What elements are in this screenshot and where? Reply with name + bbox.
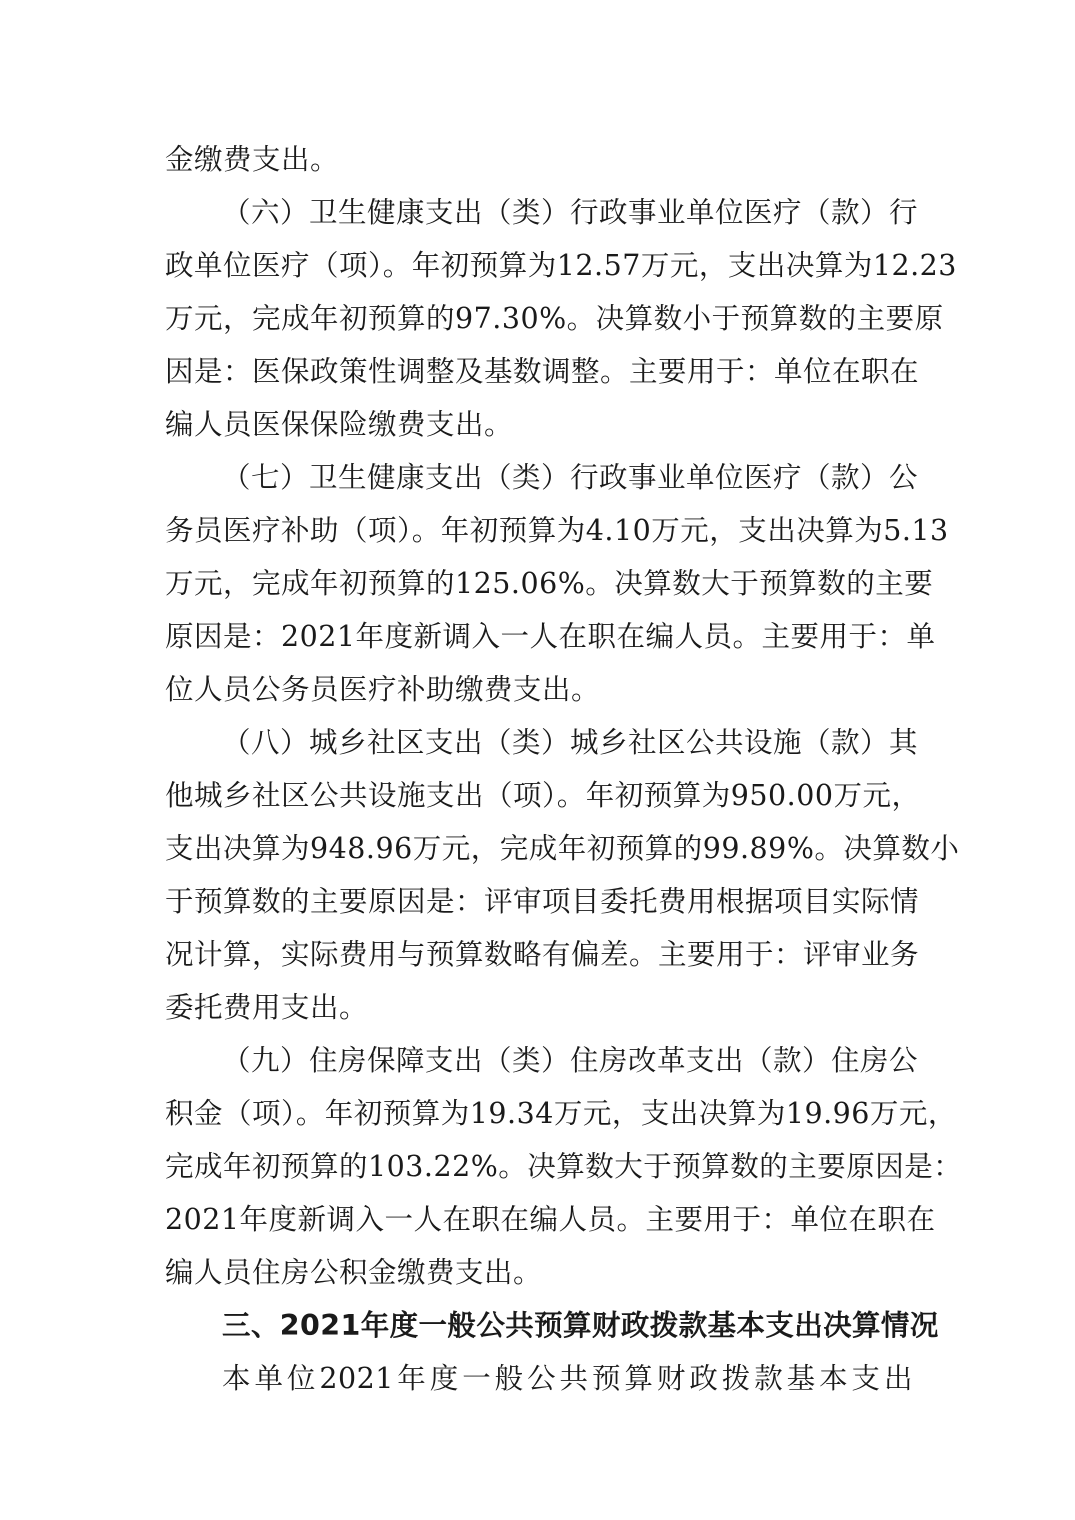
paragraph-line: 他城乡社区公共设施支出（项）。年初预算为950.00万元， — [165, 779, 921, 812]
paragraph-line: 政单位医疗（项）。年初预算为12.57万元，支出决算为12.23 — [165, 249, 957, 282]
paragraph-line: 编人员医保保险缴费支出。 — [165, 408, 514, 441]
paragraph-line: （八）城乡社区支出（类）城乡社区公共设施（款）其 — [222, 726, 919, 759]
paragraph-line: 万元，完成年初预算的97.30%。决算数小于预算数的主要原 — [165, 302, 944, 335]
paragraph-line: （七）卫生健康支出（类）行政事业单位医疗（款）公 — [222, 461, 919, 494]
section-heading: 三、2021年度一般公共预算财政拨款基本支出决算情况 — [222, 1309, 939, 1342]
paragraph-line: 编人员住房公积金缴费支出。 — [165, 1256, 543, 1289]
paragraph-line: 因是：医保政策性调整及基数调整。主要用于：单位在职在 — [165, 355, 920, 388]
paragraph-line: 积金（项）。年初预算为19.34万元，支出决算为19.96万元， — [165, 1097, 957, 1130]
paragraph-line: 况计算，实际费用与预算数略有偏差。主要用于：评审业务 — [165, 938, 920, 971]
paragraph-line: （六）卫生健康支出（类）行政事业单位医疗（款）行 — [222, 196, 919, 229]
paragraph-line: 务员医疗补助（项）。年初预算为4.10万元，支出决算为5.13 — [165, 514, 949, 547]
paragraph-line: 本单位2021年度一般公共预算财政拨款基本支出 — [222, 1362, 913, 1395]
paragraph-line: 委托费用支出。 — [165, 991, 369, 1024]
paragraph-line: 原因是：2021年度新调入一人在职在编人员。主要用于：单 — [165, 620, 936, 653]
paragraph-line: 完成年初预算的103.22%。决算数大于预算数的主要原因是： — [165, 1150, 963, 1183]
paragraph-line: 2021年度新调入一人在职在编人员。主要用于：单位在职在 — [165, 1203, 936, 1236]
paragraph-line: 支出决算为948.96万元，完成年初预算的99.89%。决算数小 — [165, 832, 960, 865]
paragraph-line: 金缴费支出。 — [165, 143, 340, 176]
paragraph-line: （九）住房保障支出（类）住房改革支出（款）住房公 — [222, 1044, 919, 1077]
paragraph-line: 位人员公务员医疗补助缴费支出。 — [165, 673, 601, 706]
paragraph-line: 万元，完成年初预算的125.06%。决算数大于预算数的主要 — [165, 567, 934, 600]
paragraph-line: 于预算数的主要原因是：评审项目委托费用根据项目实际情 — [165, 885, 920, 918]
